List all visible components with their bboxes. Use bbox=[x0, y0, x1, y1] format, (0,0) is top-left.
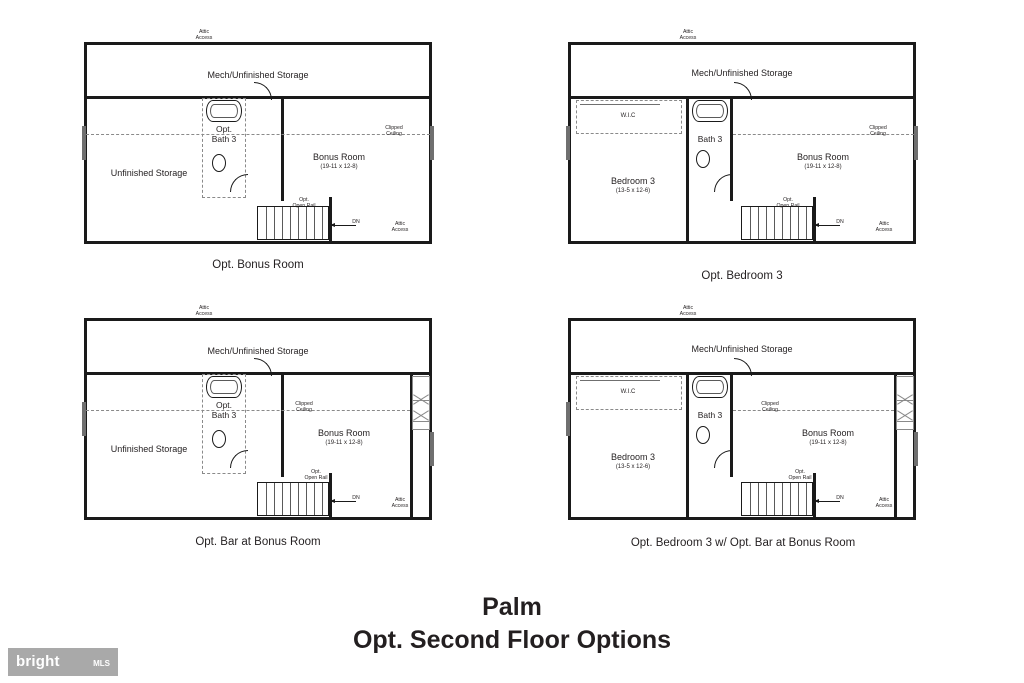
interior-wall-vertical-lower bbox=[813, 197, 816, 244]
clipped-ceiling-label: Clipped Ceiling bbox=[761, 401, 779, 413]
toilet bbox=[212, 430, 226, 448]
unfinished-storage-label: Unfinished Storage bbox=[110, 168, 188, 178]
bathtub bbox=[692, 376, 728, 398]
attic-access-label-top: Attic Access bbox=[195, 29, 213, 41]
unfinished-storage-label: Unfinished Storage bbox=[110, 444, 188, 454]
page-subtitle: Opt. Second Floor Options bbox=[352, 626, 672, 654]
closet-shelf bbox=[580, 380, 660, 381]
bathtub bbox=[206, 100, 242, 122]
mech-storage-label: Mech/Unfinished Storage bbox=[691, 344, 793, 354]
open-rail-label: Opt. Open Rail bbox=[292, 197, 316, 209]
mech-storage-label: Mech/Unfinished Storage bbox=[691, 68, 793, 78]
floorplan-opt-bedroom-3-w-opt-bar bbox=[568, 305, 916, 520]
window-right bbox=[914, 432, 918, 466]
open-rail-label: Opt. Open Rail bbox=[776, 197, 800, 209]
page-title: Palm bbox=[482, 593, 542, 621]
dn-label: DN bbox=[836, 219, 844, 225]
bonus-room-label: Bonus Room bbox=[312, 152, 366, 162]
caption-opt-bar-at-bonus-room: Opt. Bar at Bonus Room bbox=[195, 536, 321, 548]
window-left bbox=[82, 126, 86, 160]
bedroom-dims: (13-5 x 12-6) bbox=[615, 188, 651, 194]
caption-opt-bonus-room: Opt. Bonus Room bbox=[212, 259, 304, 271]
attic-access-label-top: Attic Access bbox=[679, 305, 697, 317]
staircase bbox=[741, 482, 813, 516]
interior-wall-vertical-lower bbox=[329, 197, 332, 244]
bonus-room-dims: (19-11 x 12-8) bbox=[320, 164, 358, 170]
staircase bbox=[257, 206, 329, 240]
bright-mls-watermark bbox=[8, 648, 118, 676]
logo-suffix-text: MLS bbox=[93, 659, 110, 668]
bath-label: Bath 3 bbox=[697, 410, 723, 420]
clipped-ceiling-label: Clipped Ceiling bbox=[295, 401, 313, 413]
bathtub bbox=[206, 376, 242, 398]
caption-opt-bedroom-3-w-opt-bar: Opt. Bedroom 3 w/ Opt. Bar at Bonus Room bbox=[630, 537, 856, 549]
dn-label: DN bbox=[836, 495, 844, 501]
bedroom-label: Bedroom 3 bbox=[610, 176, 656, 186]
window-right bbox=[430, 432, 434, 466]
interior-wall-vertical-left bbox=[686, 96, 689, 244]
staircase bbox=[257, 482, 329, 516]
open-rail-label: Opt. Open Rail bbox=[304, 469, 328, 481]
toilet bbox=[212, 154, 226, 172]
interior-wall-vertical bbox=[281, 372, 284, 477]
interior-wall-vertical-left bbox=[686, 372, 689, 520]
open-rail-label: Opt. Open Rail bbox=[788, 469, 812, 481]
floorplan-opt-bar-at-bonus-room bbox=[84, 305, 432, 520]
attic-access-label-right: Attic Access bbox=[391, 497, 409, 509]
bedroom-label: Bedroom 3 bbox=[610, 452, 656, 462]
interior-wall-vertical bbox=[281, 96, 284, 201]
bonus-room-dims: (19-11 x 12-8) bbox=[809, 440, 847, 446]
bar-cabinet bbox=[896, 400, 914, 430]
window-left bbox=[566, 402, 570, 436]
bonus-room-dims: (19-11 x 12-8) bbox=[804, 164, 842, 170]
staircase bbox=[741, 206, 813, 240]
clipped-ceiling-label: Clipped Ceiling bbox=[385, 125, 403, 137]
attic-access-label-right: Attic Access bbox=[875, 497, 893, 509]
logo-brand-text: bright bbox=[16, 653, 60, 670]
bath-label: Opt. Bath 3 bbox=[211, 400, 237, 421]
toilet bbox=[696, 150, 710, 168]
wic-label: W.I.C bbox=[620, 389, 636, 395]
bonus-room-label: Bonus Room bbox=[801, 428, 855, 438]
toilet bbox=[696, 426, 710, 444]
bar-cabinet bbox=[412, 400, 430, 430]
closet-shelf bbox=[580, 104, 660, 105]
bonus-room-dims: (19-11 x 12-8) bbox=[325, 440, 363, 446]
clipped-ceiling-line bbox=[86, 410, 410, 411]
bathtub bbox=[692, 100, 728, 122]
window-right bbox=[914, 126, 918, 160]
floorplan-opt-bonus-room bbox=[84, 29, 432, 244]
attic-access-label-top: Attic Access bbox=[679, 29, 697, 41]
bonus-room-label: Bonus Room bbox=[796, 152, 850, 162]
wic-label: W.I.C bbox=[620, 113, 636, 119]
clipped-ceiling-label: Clipped Ceiling bbox=[869, 125, 887, 137]
dn-label: DN bbox=[352, 219, 360, 225]
attic-access-label-right: Attic Access bbox=[875, 221, 893, 233]
dn-label: DN bbox=[352, 495, 360, 501]
attic-access-label-right: Attic Access bbox=[391, 221, 409, 233]
mech-storage-label: Mech/Unfinished Storage bbox=[207, 346, 309, 356]
bedroom-dims: (13-5 x 12-6) bbox=[615, 464, 651, 470]
window-right bbox=[430, 126, 434, 160]
mech-storage-label: Mech/Unfinished Storage bbox=[207, 70, 309, 80]
bath-label: Opt. Bath 3 bbox=[211, 124, 237, 145]
caption-opt-bedroom-3: Opt. Bedroom 3 bbox=[701, 270, 783, 282]
bonus-room-label: Bonus Room bbox=[317, 428, 371, 438]
bath-label: Bath 3 bbox=[697, 134, 723, 144]
window-left bbox=[566, 126, 570, 160]
attic-access-label-top: Attic Access bbox=[195, 305, 213, 317]
window-left bbox=[82, 402, 86, 436]
floorplan-opt-bedroom-3 bbox=[568, 29, 916, 244]
